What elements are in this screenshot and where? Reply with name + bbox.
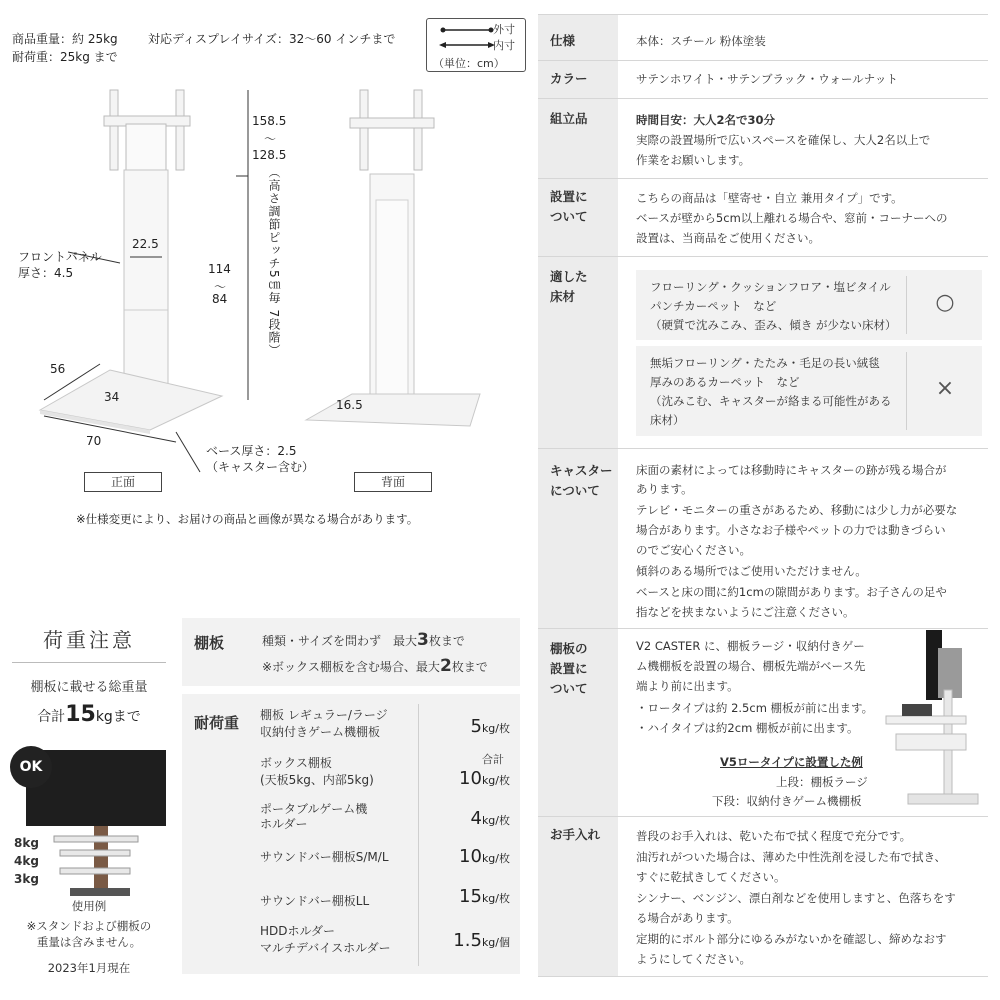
care-line: すぐに乾拭きしてください。 bbox=[636, 870, 786, 884]
caster-line: ベースと床の間に約1cmの隙間があります。お子さんの足や bbox=[636, 585, 947, 599]
height-mid-label: 114 bbox=[208, 262, 231, 276]
install-line: こちらの商品は「壁寄せ・自立 兼用タイプ」です。 bbox=[636, 191, 903, 205]
row-divider bbox=[538, 178, 988, 179]
front-view-tag: 正面 bbox=[84, 472, 162, 492]
spec-value: 本体：スチール 粉体塗装 bbox=[636, 34, 766, 48]
caster-line: 傾斜のある場所ではご使用いただけません。 bbox=[636, 564, 867, 578]
shelf-install-key-3: ついて bbox=[550, 681, 588, 696]
row-divider bbox=[538, 816, 988, 817]
caster-note: （キャスター含む） bbox=[206, 460, 315, 474]
load-limit-panel bbox=[182, 694, 520, 974]
load-row: 棚板 レギュラー/ラージ 収納付きゲーム機棚板 5kg/枚 bbox=[260, 708, 510, 739]
depth-label: 56 bbox=[50, 362, 66, 376]
total-weight-subtitle: 棚板に載せる総重量 bbox=[30, 680, 148, 695]
row-divider bbox=[538, 976, 988, 977]
back-dim-label: 16.5 bbox=[336, 398, 363, 412]
care-line: る場合があります。 bbox=[636, 911, 739, 925]
caster-line: あります。 bbox=[636, 482, 693, 496]
shelf-install-key-1: 棚板の bbox=[550, 641, 588, 656]
column-width-label: 22.5 bbox=[132, 237, 159, 251]
load-row: サウンドバー棚板LL 15kg/枚 bbox=[260, 886, 510, 908]
row-divider bbox=[538, 14, 988, 15]
mark-divider bbox=[906, 276, 907, 334]
ok-badge: OK bbox=[10, 746, 52, 788]
shelf-install-line: V2 CASTER に、棚板ラージ・収納付きゲー bbox=[636, 639, 865, 653]
height-top-label: 158.5 bbox=[252, 114, 287, 128]
shelf-example-illustration bbox=[882, 630, 986, 810]
front-panel-thickness: 厚さ：4.5 bbox=[18, 266, 74, 280]
height-tilde-1: ～ bbox=[264, 132, 277, 146]
date-note: 2023年1月現在 bbox=[47, 961, 131, 975]
color-value: サテンホワイト・サテンブラック・ウォールナット bbox=[636, 72, 898, 86]
caster-line: 指などを挟まないようにご注意ください。 bbox=[636, 605, 855, 619]
row-divider bbox=[538, 448, 988, 449]
title-divider bbox=[12, 662, 166, 663]
back-view-tag: 背面 bbox=[354, 472, 432, 492]
care-line: ようにしてください。 bbox=[636, 952, 751, 966]
assembly-time: 時間目安：大人2名で30分 bbox=[636, 113, 776, 127]
display-size: 対応ディスプレイサイズ：32～60 インチまで bbox=[148, 32, 396, 46]
suitable-mark-icon: ○ bbox=[935, 290, 955, 315]
floor-key-1: 適した bbox=[550, 269, 588, 284]
legend-unit: （単位：cm） bbox=[433, 57, 505, 70]
row-divider bbox=[538, 628, 988, 629]
spec-change-note: ※仕様変更により、お届けの商品と画像が異なる場合があります。 bbox=[76, 512, 419, 526]
width-label: 70 bbox=[86, 434, 102, 448]
load-row: ボックス棚板 (天板5kg、内部5kg) 合計 10kg/枚 bbox=[260, 753, 510, 789]
load-capacity: 耐荷重：25kg まで bbox=[12, 50, 118, 64]
shelf-box-line: ※ボックス棚板を含む場合、最大2枚まで bbox=[262, 656, 488, 676]
spec-key: 仕様 bbox=[550, 33, 576, 48]
care-line: 定期的にボルト部分にゆるみがないかを確認し、締めなおす bbox=[636, 932, 947, 946]
load-row: サウンドバー棚板S/M/L 10kg/枚 bbox=[260, 846, 510, 867]
kg3-label: 3kg bbox=[14, 872, 39, 886]
load-head: 耐荷重 bbox=[194, 714, 240, 732]
load-row: HDDホルダー マルチデバイスホルダー 1.5kg/個 bbox=[260, 924, 510, 955]
shelf-install-key-2: 設置に bbox=[550, 661, 588, 676]
pitch-note: （高さ調節ピッチ5㎝毎 7段階） bbox=[267, 166, 281, 358]
suitable-floor-box: フローリング・クッションフロア・塩ビタイル パンチカーペット など （硬質で沈みこみ、歪み、傾き が少ない床材） ○ bbox=[636, 270, 982, 340]
install-line: ベースが壁から5cm以上離れる場合や、窓前・コーナーへの bbox=[636, 211, 948, 225]
load-caution-title: 荷重注意 bbox=[43, 628, 135, 652]
kg4-label: 4kg bbox=[14, 854, 39, 868]
caster-key-1: キャスター bbox=[550, 463, 613, 478]
install-line: 設置は、当商品をご使用ください。 bbox=[636, 231, 820, 245]
legend-inner: 内寸 bbox=[493, 39, 515, 52]
caster-key-2: について bbox=[550, 483, 600, 498]
caster-line: のでご安心ください。 bbox=[636, 543, 751, 557]
legend-arrows-icon bbox=[439, 23, 499, 53]
example-title: V5ロータイプに設置した例 bbox=[720, 755, 863, 769]
row-divider bbox=[538, 98, 988, 99]
shelf-count-panel bbox=[182, 618, 520, 686]
row-divider bbox=[538, 60, 988, 61]
shelf-head: 棚板 bbox=[194, 634, 225, 652]
front-panel-label: フロントパネル bbox=[18, 250, 102, 264]
base-thickness-label: ベース厚さ：2.5 bbox=[206, 444, 297, 458]
shelf-max-line: 種類・サイズを問わず 最大3枚まで bbox=[262, 630, 465, 650]
care-line: シンナー、ベンジン、漂白剤などを使用しますと、色落ちをす bbox=[636, 891, 956, 905]
assembly-key: 組立品 bbox=[550, 111, 588, 126]
unsuitable-mark-icon: × bbox=[935, 376, 955, 401]
shelf-install-line: 端より前に出ます。 bbox=[636, 679, 739, 693]
color-key: カラー bbox=[550, 71, 588, 86]
kg8-label: 8kg bbox=[14, 836, 39, 850]
caster-line: 床面の素材によっては移動時にキャスターの跡が残る場合が bbox=[636, 463, 947, 477]
height-mid2-label: 84 bbox=[212, 292, 228, 306]
caster-line: 場合があります。小さなお子様やペットの力では動きづらい bbox=[636, 523, 946, 537]
caster-line: テレビ・モニターの重さがあるため、移動には少し力が必要な bbox=[636, 503, 958, 517]
exclude-note-1: ※スタンドおよび棚板の bbox=[26, 919, 152, 933]
floor-key-2: 床材 bbox=[550, 289, 576, 304]
usage-label: 使用例 bbox=[71, 899, 107, 913]
total-weight-limit: 合計15kgまで bbox=[37, 702, 141, 727]
assembly-line: 実際の設置場所で広いスペースを確保し、大人2名以上で bbox=[636, 133, 931, 147]
care-key: お手入れ bbox=[550, 827, 601, 842]
unit-legend bbox=[426, 18, 526, 72]
base-inner-label: 34 bbox=[104, 390, 120, 404]
legend-outer: 外寸 bbox=[493, 23, 515, 36]
row-divider bbox=[538, 256, 988, 257]
install-key-2: ついて bbox=[550, 209, 588, 224]
example-upper: 上段：棚板ラージ bbox=[776, 775, 868, 789]
load-row: ポータブルゲーム機 ホルダー 4kg/枚 bbox=[260, 802, 510, 831]
assembly-line: 作業をお願いします。 bbox=[636, 153, 751, 167]
height-top2-label: 128.5 bbox=[252, 148, 287, 162]
back-stand-illustration bbox=[306, 90, 480, 426]
shelf-install-line: ・ロータイプは約 2.5cm 棚板が前に出ます。 bbox=[636, 701, 874, 715]
unsuitable-floor-box: 無垢フローリング・たたみ・毛足の長い絨毯 厚みのあるカーペット など （沈みこむ、キャスターが絡まる可能性がある 床材） × bbox=[636, 346, 982, 436]
shelf-install-line: ム機棚板を設置の場合、棚板先端がベース先 bbox=[636, 659, 866, 673]
product-weight: 商品重量：約 25kg bbox=[12, 32, 118, 46]
care-line: 普段のお手入れは、乾いた布で拭く程度で充分です。 bbox=[636, 829, 912, 843]
mark-divider bbox=[906, 352, 907, 430]
height-tilde-2: ～ bbox=[214, 280, 227, 294]
install-key-1: 設置に bbox=[550, 189, 588, 204]
exclude-note-2: 重量は含みません。 bbox=[36, 935, 142, 949]
shelf-install-line: ・ハイタイプは約2cm 棚板が前に出ます。 bbox=[636, 721, 859, 735]
example-lower: 下段：収納付きゲーム機棚板 bbox=[712, 794, 862, 808]
care-line: 油汚れがついた場合は、薄めた中性洗剤を浸した布で拭き、 bbox=[636, 850, 947, 864]
